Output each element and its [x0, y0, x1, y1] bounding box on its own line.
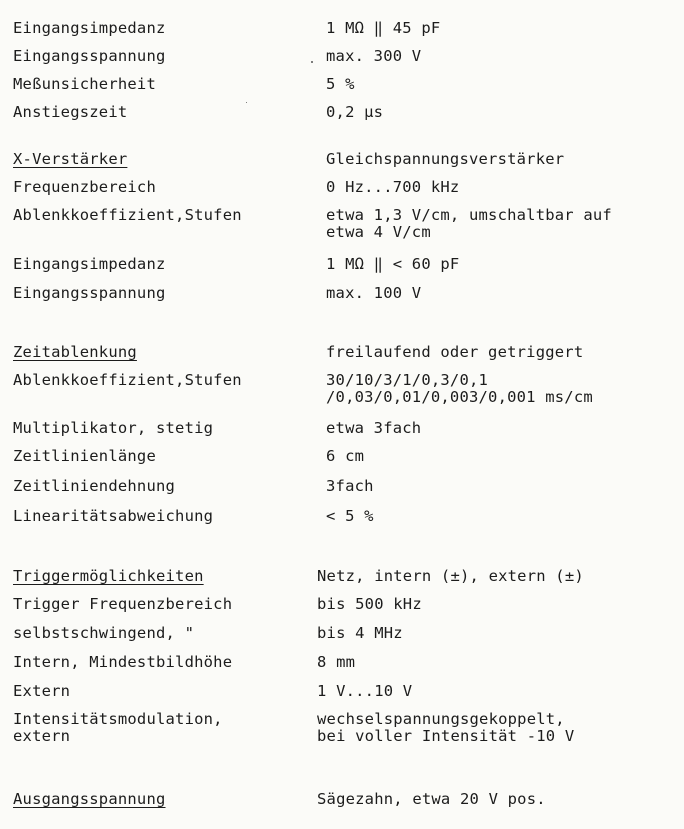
spec-label: Ablenkkoeffizient,Stufen	[13, 371, 242, 389]
spec-label: Meßunsicherheit	[13, 75, 156, 93]
spec-label: selbstschwingend, "	[13, 624, 195, 642]
spec-label: Eingangsspannung	[13, 47, 166, 65]
spec-value: Sägezahn, etwa 20 V pos.	[317, 790, 546, 808]
spec-value: 0 Hz...700 kHz	[326, 178, 460, 196]
spec-value: bis 4 MHz	[317, 624, 403, 642]
spec-value: 0,2 µs	[326, 103, 384, 121]
section-heading: Ausgangsspannung	[13, 790, 166, 808]
spec-value: 5 %	[326, 75, 355, 93]
spec-value: bis 500 kHz	[317, 595, 422, 613]
spec-label: Frequenzbereich	[13, 178, 156, 196]
spec-value: 1 MΩ ‖ < 60 pF	[326, 255, 460, 273]
spec-value: etwa 1,3 V/cm, umschaltbar auf etwa 4 V/cm	[326, 206, 612, 241]
spec-value: Netz, intern (±), extern (±)	[317, 567, 584, 585]
spec-label: Intern, Mindestbildhöhe	[13, 653, 233, 671]
spec-value: 1 V...10 V	[317, 682, 413, 700]
spec-label: Eingangsimpedanz	[13, 255, 166, 273]
scan-speck	[246, 102, 247, 103]
spec-value: wechselspannungsgekoppelt, bei voller Intensität -10 V	[317, 710, 575, 745]
spec-value: 1 MΩ ‖ 45 pF	[326, 19, 441, 37]
spec-value: etwa 3fach	[326, 419, 422, 437]
spec-value: 8 mm	[317, 653, 356, 671]
spec-value: 30/10/3/1/0,3/0,1 /0,03/0,01/0,003/0,001 ms/cm	[326, 371, 593, 406]
section-heading: Triggermöglichkeiten	[13, 567, 204, 585]
spec-label: Ablenkkoeffizient,Stufen	[13, 206, 242, 224]
spec-label: Anstiegszeit	[13, 103, 128, 121]
spec-label: Eingangsimpedanz	[13, 19, 166, 37]
section-heading: X-Verstärker	[13, 150, 128, 168]
scan-speck	[311, 61, 313, 63]
spec-value: < 5 %	[326, 507, 374, 525]
spec-label: Linearitätsabweichung	[13, 507, 214, 525]
spec-label: Multiplikator, stetig	[13, 419, 214, 437]
spec-value: 6 cm	[326, 447, 365, 465]
spec-value: 3fach	[326, 477, 374, 495]
spec-label: Extern	[13, 682, 71, 700]
spec-value: max. 100 V	[326, 284, 422, 302]
spec-value: Gleichspannungsverstärker	[326, 150, 565, 168]
spec-label: Zeitlinienlänge	[13, 447, 156, 465]
spec-label: Intensitätsmodulation, extern	[13, 710, 223, 745]
section-heading: Zeitablenkung	[13, 343, 137, 361]
spec-label: Trigger Frequenzbereich	[13, 595, 233, 613]
spec-label: Eingangsspannung	[13, 284, 166, 302]
spec-value: max. 300 V	[326, 47, 422, 65]
spec-label: Zeitliniendehnung	[13, 477, 176, 495]
spec-value: freilaufend oder getriggert	[326, 343, 584, 361]
